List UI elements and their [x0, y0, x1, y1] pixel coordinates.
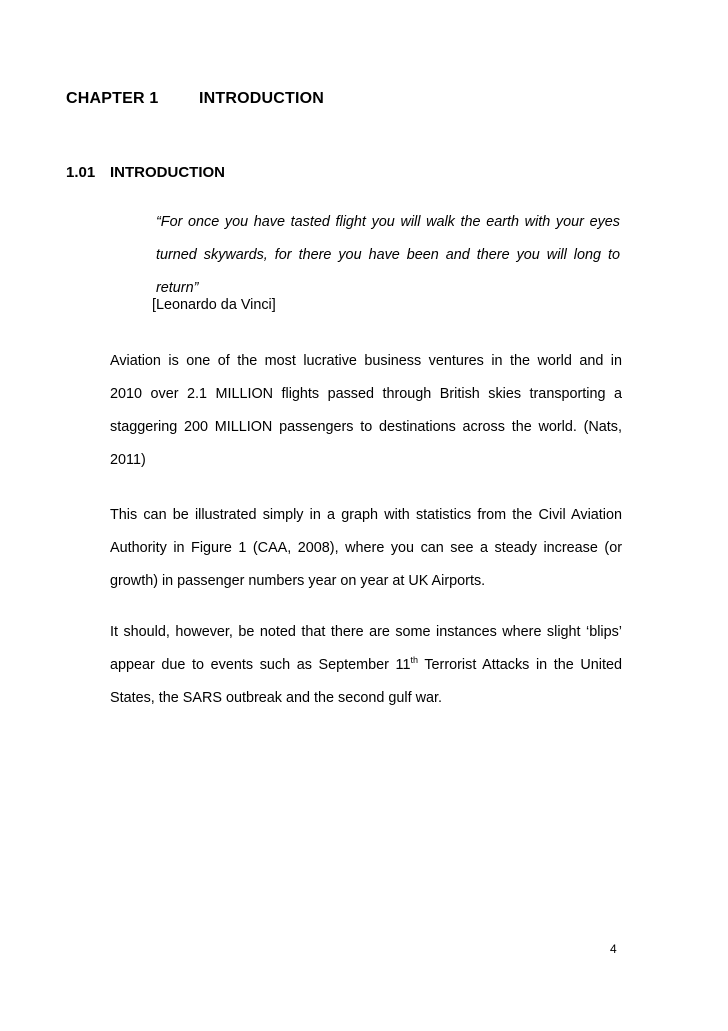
paragraph-line: 2010 over 2.1 MILLION flights passed through British skies transporting a	[110, 386, 622, 402]
section-title: INTRODUCTION	[110, 164, 225, 181]
paragraph-blips	[110, 616, 622, 715]
paragraph-line	[110, 649, 622, 682]
superscript-ordinal: th	[410, 655, 418, 665]
paragraph-text: Terrorist Attacks in the United	[418, 657, 622, 673]
paragraph-line: States, the SARS outbreak and the second gulf war.	[110, 690, 442, 706]
chapter-number: CHAPTER 1	[66, 90, 159, 107]
paragraph-line: growth) in passenger numbers year on year at UK Airports.	[110, 573, 486, 589]
quote-line: “For once you have tasted flight you will walk the earth with your eyes	[156, 214, 620, 230]
paragraph-line: It should, however, be noted that there are some instances where slight ‘blips’	[110, 624, 622, 640]
paragraph-line: This can be illustrated simply in a graph with statistics from the Civil Aviation	[110, 507, 622, 523]
quote-line: return”	[156, 280, 199, 296]
paragraph-aviation	[110, 345, 622, 477]
paragraph-graph	[110, 499, 622, 598]
paragraph-line: Aviation is one of the most lucrative business ventures in the world and in	[110, 353, 622, 369]
section-heading	[66, 164, 225, 181]
chapter-title: INTRODUCTION	[199, 90, 325, 107]
quote-line: turned skywards, for there you have been and there you will long to	[156, 247, 620, 263]
paragraph-line: staggering 200 MILLION passengers to destinations across the world. (Nats,	[110, 419, 622, 435]
epigraph-quote	[156, 206, 620, 305]
paragraph-line: 2011)	[110, 452, 146, 468]
page-number: 4	[610, 942, 617, 956]
quote-attribution: [Leonardo da Vinci]	[152, 297, 276, 313]
section-number: 1.01	[66, 164, 96, 181]
chapter-heading	[66, 90, 324, 108]
paragraph-line: Authority in Figure 1 (CAA, 2008), where you can see a steady increase (or	[110, 540, 622, 556]
paragraph-text: appear due to events such as September 11	[110, 657, 411, 673]
